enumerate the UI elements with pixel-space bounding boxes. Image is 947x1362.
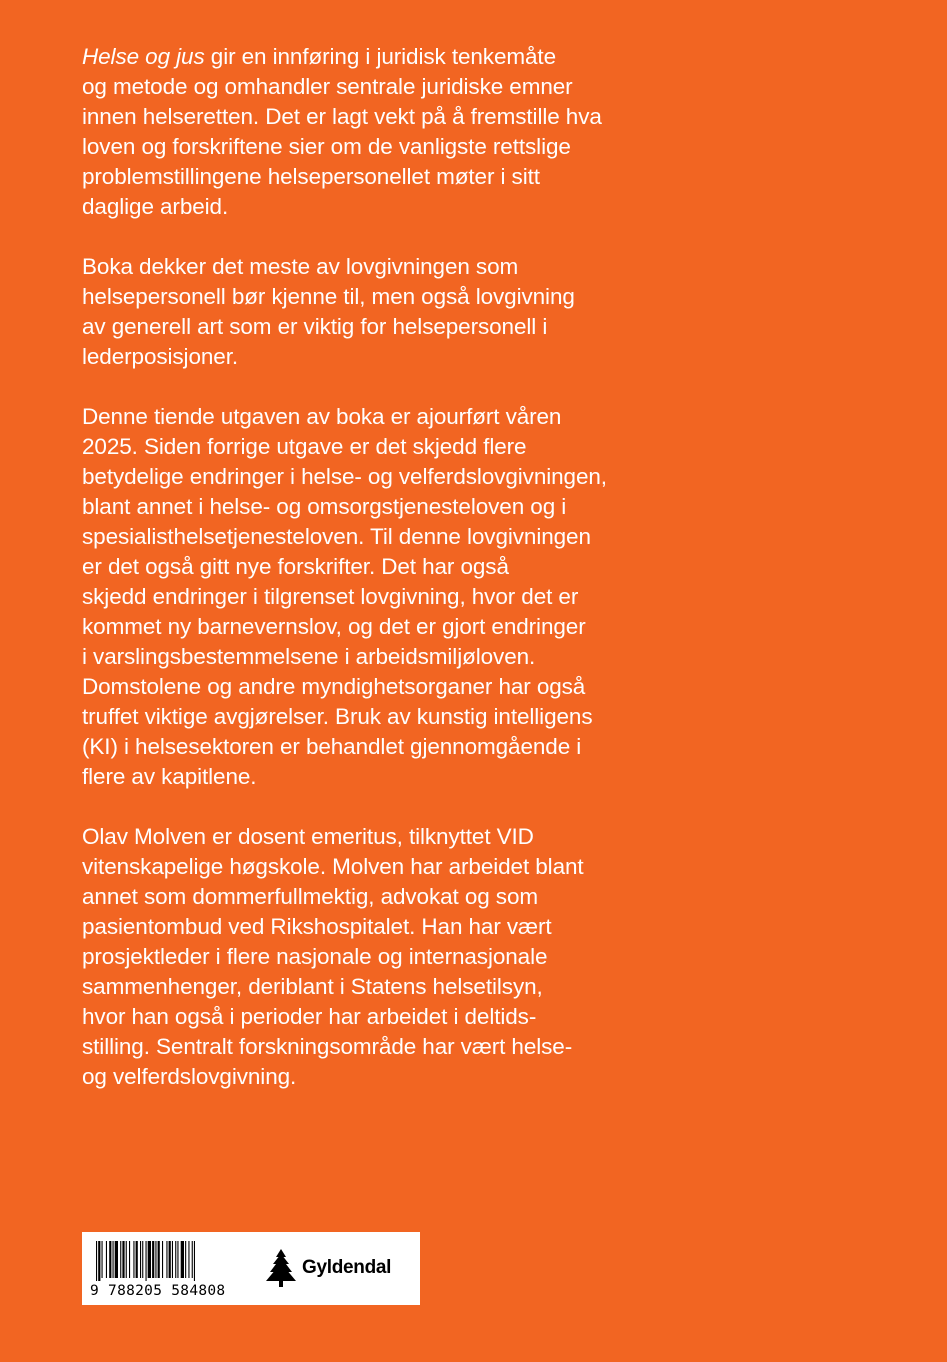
spruce-tree-icon xyxy=(265,1249,297,1287)
paragraph-line: flere av kapitlene. xyxy=(82,764,257,789)
paragraph-line: sammenhenger, deriblant i Statens helsetilsyn, xyxy=(82,974,543,999)
paragraph-line: betydelige endringer i helse- og velferdslovgivningen, xyxy=(82,464,607,489)
paragraph-line: skjedd endringer i tilgrenset lovgivning, hvor det er xyxy=(82,584,579,609)
paragraph-line: Domstolene og andre myndighetsorganer har også xyxy=(82,674,586,699)
paragraph-line: helsepersonell bør kjenne til, men også lovgivning xyxy=(82,284,575,309)
paragraph-line: spesialisthelsetjenesteloven. Til denne lovgivningen xyxy=(82,524,591,549)
back-cover-blurb xyxy=(82,42,702,1122)
paragraph-line: stilling. Sentralt forskningsområde har vært helse- xyxy=(82,1034,573,1059)
paragraph-scope xyxy=(82,252,702,372)
paragraph-line: loven og forskriftene sier om de vanligste rettslige xyxy=(82,134,571,159)
paragraph-line: blant annet i helse- og omsorgstjenesteloven og i xyxy=(82,494,567,519)
paragraph-line: og velferdslovgivning. xyxy=(82,1064,297,1089)
paragraph-edition xyxy=(82,402,702,792)
paragraph-intro xyxy=(82,42,702,222)
paragraph-line: Boka dekker det meste av lovgivningen som xyxy=(82,254,519,279)
paragraph-line: Olav Molven er dosent emeritus, tilknyttet VID xyxy=(82,824,534,849)
barcode-icon xyxy=(96,1241,234,1281)
barcode-panel xyxy=(82,1232,420,1305)
paragraph-line: problemstillingene helsepersonellet møter i sitt xyxy=(82,164,540,189)
paragraph-line: pasientombud ved Rikshospitalet. Han har vært xyxy=(82,914,552,939)
paragraph-line: annet som dommerfullmektig, advokat og som xyxy=(82,884,539,909)
paragraph-line: gir en innføring i juridisk tenkemåte xyxy=(204,44,556,69)
paragraph-line: (KI) i helsesektoren er behandlet gjennomgående i xyxy=(82,734,582,759)
isbn-number: 9 788205 584808 xyxy=(90,1283,226,1299)
paragraph-line: er det også gitt nye forskrifter. Det har også xyxy=(82,554,509,579)
publisher-name: Gyldendal xyxy=(302,1257,392,1278)
paragraph-line: daglige arbeid. xyxy=(82,194,229,219)
paragraph-line: truffet viktige avgjørelser. Bruk av kunstig intelligens xyxy=(82,704,593,729)
paragraph-line: kommet ny barnevernslov, og det er gjort endringer xyxy=(82,614,586,639)
paragraph-line: lederposisjoner. xyxy=(82,344,238,369)
paragraph-line: vitenskapelige høgskole. Molven har arbeidet blant xyxy=(82,854,584,879)
paragraph-line: hvor han også i perioder har arbeidet i deltids- xyxy=(82,1004,537,1029)
paragraph-author-bio xyxy=(82,822,702,1092)
paragraph-line: og metode og omhandler sentrale juridiske emner xyxy=(82,74,573,99)
book-title: Helse og jus xyxy=(82,44,205,69)
paragraph-line: Denne tiende utgaven av boka er ajourført våren xyxy=(82,404,562,429)
publisher-logo xyxy=(265,1248,391,1288)
paragraph-line: 2025. Siden forrige utgave er det skjedd flere xyxy=(82,434,527,459)
paragraph-line: innen helseretten. Det er lagt vekt på å fremstille hva xyxy=(82,104,602,129)
paragraph-line: prosjektleder i flere nasjonale og internasjonale xyxy=(82,944,548,969)
paragraph-line: av generell art som er viktig for helsepersonell i xyxy=(82,314,548,339)
paragraph-line: i varslingsbestemmelsene i arbeidsmiljøloven. xyxy=(82,644,536,669)
